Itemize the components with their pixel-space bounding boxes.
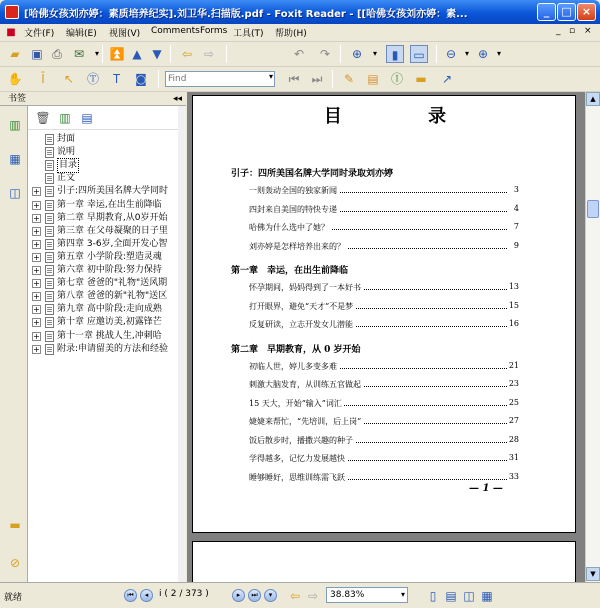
bookmark-item[interactable]: [28, 316, 178, 329]
find-next-icon[interactable]: ⏭: [311, 72, 323, 86]
go-back-icon[interactable]: ⇦: [181, 47, 193, 61]
document-view[interactable]: [187, 92, 585, 582]
snapshot-icon[interactable]: ◙: [135, 72, 147, 86]
bookmark-item[interactable]: [28, 199, 178, 212]
layers-tab-icon[interactable]: ◫: [9, 186, 21, 200]
toc-entry: [249, 241, 519, 253]
textbox-icon[interactable]: Ⓘ: [390, 72, 403, 86]
pdf-page: [192, 95, 576, 533]
close-button[interactable]: ×: [577, 3, 596, 21]
search-dropdown-icon[interactable]: ▾: [268, 72, 273, 81]
zoom-box[interactable]: [326, 587, 408, 603]
arrow-icon[interactable]: ↗: [441, 72, 453, 86]
bookmark-page-icon: [45, 147, 54, 158]
save-icon[interactable]: ▣: [31, 47, 43, 61]
window-title: [哈佛女孩刘亦婷：素质培养纪实].刘卫华.扫描版.pdf - Foxit Reader - [[哈佛女孩刘亦婷：素...: [24, 9, 468, 20]
menu-tools[interactable]: 工具(T): [233, 29, 264, 39]
status-bar: [0, 582, 600, 608]
first-page-icon[interactable]: ⏫: [109, 47, 125, 61]
toc-page-number: 21: [508, 360, 519, 370]
bookmark-item[interactable]: [28, 146, 178, 159]
minimize-button[interactable]: _: [537, 3, 556, 21]
bookmark-page-icon: [45, 186, 54, 197]
toc-entry-text: 睡够睡好，思维训练需飞跃: [249, 472, 345, 482]
toc-entry: [249, 416, 519, 428]
toc-entry-text: 学得越多，记忆力发展越快: [249, 454, 345, 463]
bookmark-label: 第六章 初中阶段:努力保持: [57, 265, 162, 275]
expand-icon[interactable]: +: [33, 331, 40, 341]
toc-section-title: 第二章 早期教育，从 0 岁开始: [231, 344, 361, 355]
menu-file[interactable]: 文件(F): [24, 29, 55, 39]
note-icon[interactable]: ▤: [367, 72, 379, 86]
bookmark-item[interactable]: [28, 277, 178, 290]
toc-page-number: 16: [508, 319, 519, 328]
bookmark-item[interactable]: [28, 330, 178, 343]
toc-entry-text: 婕婕来帮忙，“先培训，后上岗”: [249, 417, 362, 426]
toc-entry: [249, 435, 519, 447]
forward-view-icon[interactable]: ⇨: [307, 589, 319, 603]
toc-entry: [249, 204, 519, 216]
toc-entry-text: 一则轰动全国的独家新闻: [249, 186, 337, 195]
bookmark-page-icon: [45, 252, 54, 263]
doc-minimize-button[interactable]: _: [556, 26, 561, 36]
redo-icon[interactable]: ↷: [319, 47, 331, 61]
fit-page-icon[interactable]: ▮: [386, 45, 404, 63]
panel-header: [0, 92, 186, 106]
hand-tool-icon[interactable]: ✋: [7, 72, 23, 86]
toc-entry-text: 饭后散步时，播撒兴趣的种子: [249, 435, 353, 445]
toc-page-number: 33: [508, 471, 519, 481]
app-icon: [5, 5, 19, 19]
toc-entry-text: 四封来自美国的特快专递: [249, 204, 337, 214]
toc-entry-text: 刘亦婷是怎样培养出来的？: [249, 241, 345, 251]
collapse-panel-icon[interactable]: ◂◂: [172, 94, 182, 104]
bookmark-item[interactable]: [28, 343, 178, 356]
bookmark-item[interactable]: [28, 133, 178, 146]
back-view-icon[interactable]: ⇦: [289, 589, 301, 603]
go-forward-icon[interactable]: ⇨: [203, 47, 215, 61]
toc-page-number: 3: [513, 185, 519, 194]
rotate-icon[interactable]: ⊕: [477, 47, 489, 61]
zoom-out-icon[interactable]: ⊖: [445, 47, 457, 61]
menu-edit[interactable]: 编辑(E): [66, 29, 97, 39]
bookmark-page-icon: [45, 331, 54, 342]
toc-page-number: 9: [513, 240, 519, 250]
toc-entry: [249, 472, 519, 484]
toc-entry-text: 刺激大脑发育，从训练五官做起: [249, 380, 361, 389]
bookmark-item[interactable]: [28, 238, 178, 251]
expand-icon[interactable]: +: [33, 213, 40, 223]
toc-entry: [249, 453, 519, 465]
bookmark-label: 引子:四所美国名牌大学同时: [57, 186, 169, 197]
doc-restore-button[interactable]: ▫: [569, 26, 576, 36]
toc-entry: [249, 379, 519, 391]
bookmark-page-icon: [45, 160, 54, 171]
toc-page-number: 7: [513, 222, 519, 231]
panel-tabs: [0, 106, 28, 582]
toc-entry: [249, 361, 519, 373]
scroll-up-icon[interactable]: ▲: [586, 92, 600, 106]
expand-icon[interactable]: +: [33, 305, 40, 315]
bookmarks-tab-icon[interactable]: ▥: [9, 118, 21, 132]
bookmark-page-icon: [45, 291, 54, 302]
page-dropdown-button[interactable]: ▾: [264, 589, 277, 602]
next-page-button[interactable]: ▸: [232, 589, 245, 602]
toc-entry: [249, 185, 519, 197]
panel-title: 书签: [8, 94, 27, 104]
toc-section-title: 第一章 幸运，在出生前降临: [231, 266, 349, 276]
undo-icon[interactable]: ↶: [293, 47, 305, 61]
expand-icon[interactable]: +: [33, 187, 40, 197]
previous-page-icon[interactable]: ▲: [132, 47, 142, 61]
toc-page-number: 28: [508, 434, 519, 444]
toc-entry: [249, 398, 519, 410]
bookmark-page-icon: [45, 344, 54, 355]
expand-icon[interactable]: +: [33, 292, 40, 302]
zoom-dropdown-icon[interactable]: ▾: [400, 590, 405, 599]
toc-entry-text: 15 天大，开始“输入”词汇: [249, 398, 342, 408]
bookmark-tree: [28, 130, 178, 570]
bookmark-page-icon: [45, 134, 54, 145]
expand-icon[interactable]: +: [33, 318, 40, 328]
bookmark-item[interactable]: [28, 225, 178, 238]
toc-entry: [249, 301, 519, 313]
bookmark-label: 第五章 小学阶段:塑造灵魂: [57, 251, 162, 262]
pointer-icon[interactable]: ↖: [63, 72, 75, 86]
toc-page-number: 23: [508, 379, 519, 388]
expand-icon[interactable]: +: [33, 239, 40, 249]
prev-page-button[interactable]: ◂: [140, 589, 153, 602]
expand-icon[interactable]: +: [33, 266, 40, 275]
single-page-icon[interactable]: ▯: [429, 589, 437, 603]
bookmark-page-icon: [45, 304, 54, 315]
first-page-button[interactable]: ⏮: [124, 589, 137, 602]
bookmark-page-icon: [45, 265, 54, 276]
bookmark-label: 正文: [57, 173, 76, 184]
bookmark-toolbar: [28, 106, 186, 130]
toc-page-number: 31: [508, 453, 519, 462]
bookmark-page-icon: [45, 239, 54, 250]
toc-entry: [249, 282, 519, 294]
bookmark-label: 说明: [57, 147, 76, 158]
find-previous-icon[interactable]: ⏮: [288, 72, 300, 86]
search-box[interactable]: [165, 71, 275, 87]
pages-tab-icon[interactable]: ▦: [9, 152, 21, 166]
maximize-button[interactable]: □: [557, 3, 576, 21]
bookmark-item[interactable]: [28, 290, 178, 303]
bookmark-label: 第十一章 挑战人生,冲刺哈: [57, 330, 162, 341]
expand-icon[interactable]: +: [33, 279, 40, 289]
search-input[interactable]: [166, 72, 262, 86]
comments-tab-icon[interactable]: ▬: [9, 518, 21, 532]
menu-help[interactable]: 帮助(H): [275, 29, 307, 39]
expand-icon[interactable]: +: [33, 200, 40, 210]
bookmark-label: 第七章 爸爸的"礼物"送风期: [57, 278, 168, 289]
new-bookmark-icon[interactable]: ▥: [59, 111, 71, 125]
rotate-dropdown-icon[interactable]: ▾: [496, 49, 501, 58]
zoom-dropdown-icon[interactable]: ▾: [372, 49, 377, 58]
toc-page-number: 13: [508, 282, 519, 291]
doc-close-button[interactable]: ×: [584, 26, 592, 36]
bookmark-label: 第二章 早期教育,从0岁开始: [57, 212, 168, 223]
toc-entry-text: 哈佛为什么选中了她？: [249, 223, 329, 232]
next-pdf-page: [192, 541, 576, 582]
zoom-out-dropdown-icon[interactable]: ▾: [464, 49, 469, 58]
attachments-tab-icon[interactable]: ⊘: [9, 556, 21, 570]
bookmark-item[interactable]: [28, 185, 178, 198]
page-indicator[interactable]: i ( 2 / 373 ): [159, 589, 209, 599]
toc-entry-text: 怀孕期间，妈妈得到了一本好书: [249, 283, 361, 292]
bookmark-item[interactable]: [28, 251, 178, 264]
toc-entry: [249, 319, 519, 331]
bookmark-label: 附录:申请留美的方法和经验: [57, 343, 169, 354]
toc-section-title: 引子：四所美国名牌大学同时录取刘亦婷: [231, 169, 394, 179]
title-bar: [0, 0, 600, 24]
delete-bookmark-icon[interactable]: 🗑: [35, 111, 51, 125]
toc-entry-text: 反复研读，立志开发女儿潜能: [249, 320, 353, 329]
bookmark-item[interactable]: [28, 303, 178, 316]
status-text: 就绪: [4, 593, 23, 603]
toc-page-number: 15: [508, 300, 519, 310]
continuous-icon[interactable]: ▤: [445, 589, 457, 603]
select-text-icon[interactable]: Ī: [41, 72, 45, 86]
pencil-icon[interactable]: ✎: [343, 72, 355, 86]
bookmark-label: 封面: [57, 134, 76, 144]
bookmark-label: 目录: [57, 158, 79, 173]
bookmark-label: 第八章 爸爸的新"礼物"送区: [57, 291, 168, 302]
last-page-button[interactable]: ⏭: [248, 589, 261, 602]
toc-page-number: 4: [513, 203, 519, 213]
typewriter-icon[interactable]: Ꭲ: [113, 72, 121, 86]
text-tool-icon[interactable]: Ⓣ: [86, 72, 99, 86]
bookmark-label: 第九章 高中阶段:走向成熟: [57, 304, 162, 315]
toc-entry: [249, 222, 519, 234]
expand-icon[interactable]: +: [33, 252, 40, 262]
panel-scrollbar[interactable]: [178, 106, 186, 582]
next-page-icon[interactable]: ▼: [152, 47, 162, 61]
bookmark-item[interactable]: [28, 264, 178, 277]
bookmark-properties-icon[interactable]: ▤: [81, 111, 93, 125]
expand-icon[interactable]: +: [33, 344, 40, 354]
menu-bar: [0, 24, 600, 42]
toc-heading: 目 录: [323, 106, 487, 127]
print-icon[interactable]: ⎙: [52, 47, 62, 61]
bookmark-page-icon: [45, 200, 54, 211]
menu-comments[interactable]: Comments: [151, 26, 200, 36]
toc-page-number: 27: [508, 416, 519, 425]
toolbar-main: [0, 42, 600, 67]
bookmark-item[interactable]: [28, 172, 178, 185]
bookmark-page-icon: [45, 226, 54, 237]
menu-forms[interactable]: Forms: [200, 26, 228, 36]
bookmark-label: 第四章 3-6岁,全面开发心智: [57, 238, 168, 249]
expand-icon[interactable]: +: [33, 226, 40, 236]
comment-icon[interactable]: ▬: [415, 72, 427, 86]
bookmark-page-icon: [45, 317, 54, 328]
bookmark-label: 第三章 在父母凝聚的日子里: [57, 225, 168, 236]
scroll-thumb[interactable]: [587, 200, 599, 218]
toc-entry-text: 初临人世，婷儿多变多难: [249, 361, 337, 371]
zoom-in-icon[interactable]: ⊕: [351, 47, 363, 61]
open-folder-icon[interactable]: ▰: [10, 47, 20, 61]
bookmark-label: 第十章 应邀访美,初露锋芒: [57, 317, 162, 328]
bookmark-item[interactable]: [28, 212, 178, 225]
zoom-level: 38.83%: [330, 590, 365, 600]
continuous-facing-icon[interactable]: ▦: [481, 589, 493, 603]
toc-entry-text: 打开眼界，避免“天才”不是梦: [249, 301, 354, 311]
bookmark-page-icon: [45, 213, 54, 224]
facing-icon[interactable]: ◫: [463, 589, 475, 603]
menu-view[interactable]: 视图(V): [109, 29, 141, 39]
doc-icon: ■: [6, 27, 16, 38]
document-scrollbar[interactable]: [585, 92, 600, 582]
page-folio: — 1 —: [469, 483, 503, 494]
bookmark-item[interactable]: [28, 159, 178, 172]
bookmark-label: 第一章 幸运,在出生前降临: [57, 199, 162, 210]
email-icon[interactable]: ✉: [73, 47, 85, 61]
toolbar-tools: [0, 67, 600, 92]
bookmarks-panel: [0, 92, 186, 582]
bookmark-page-icon: [45, 278, 54, 289]
toc-page-number: 25: [508, 397, 519, 407]
bookmark-page-icon: [45, 173, 54, 184]
fit-width-icon[interactable]: ▭: [410, 45, 428, 63]
scroll-down-icon[interactable]: ▼: [586, 567, 600, 581]
email-dropdown-icon[interactable]: ▾: [94, 49, 99, 58]
